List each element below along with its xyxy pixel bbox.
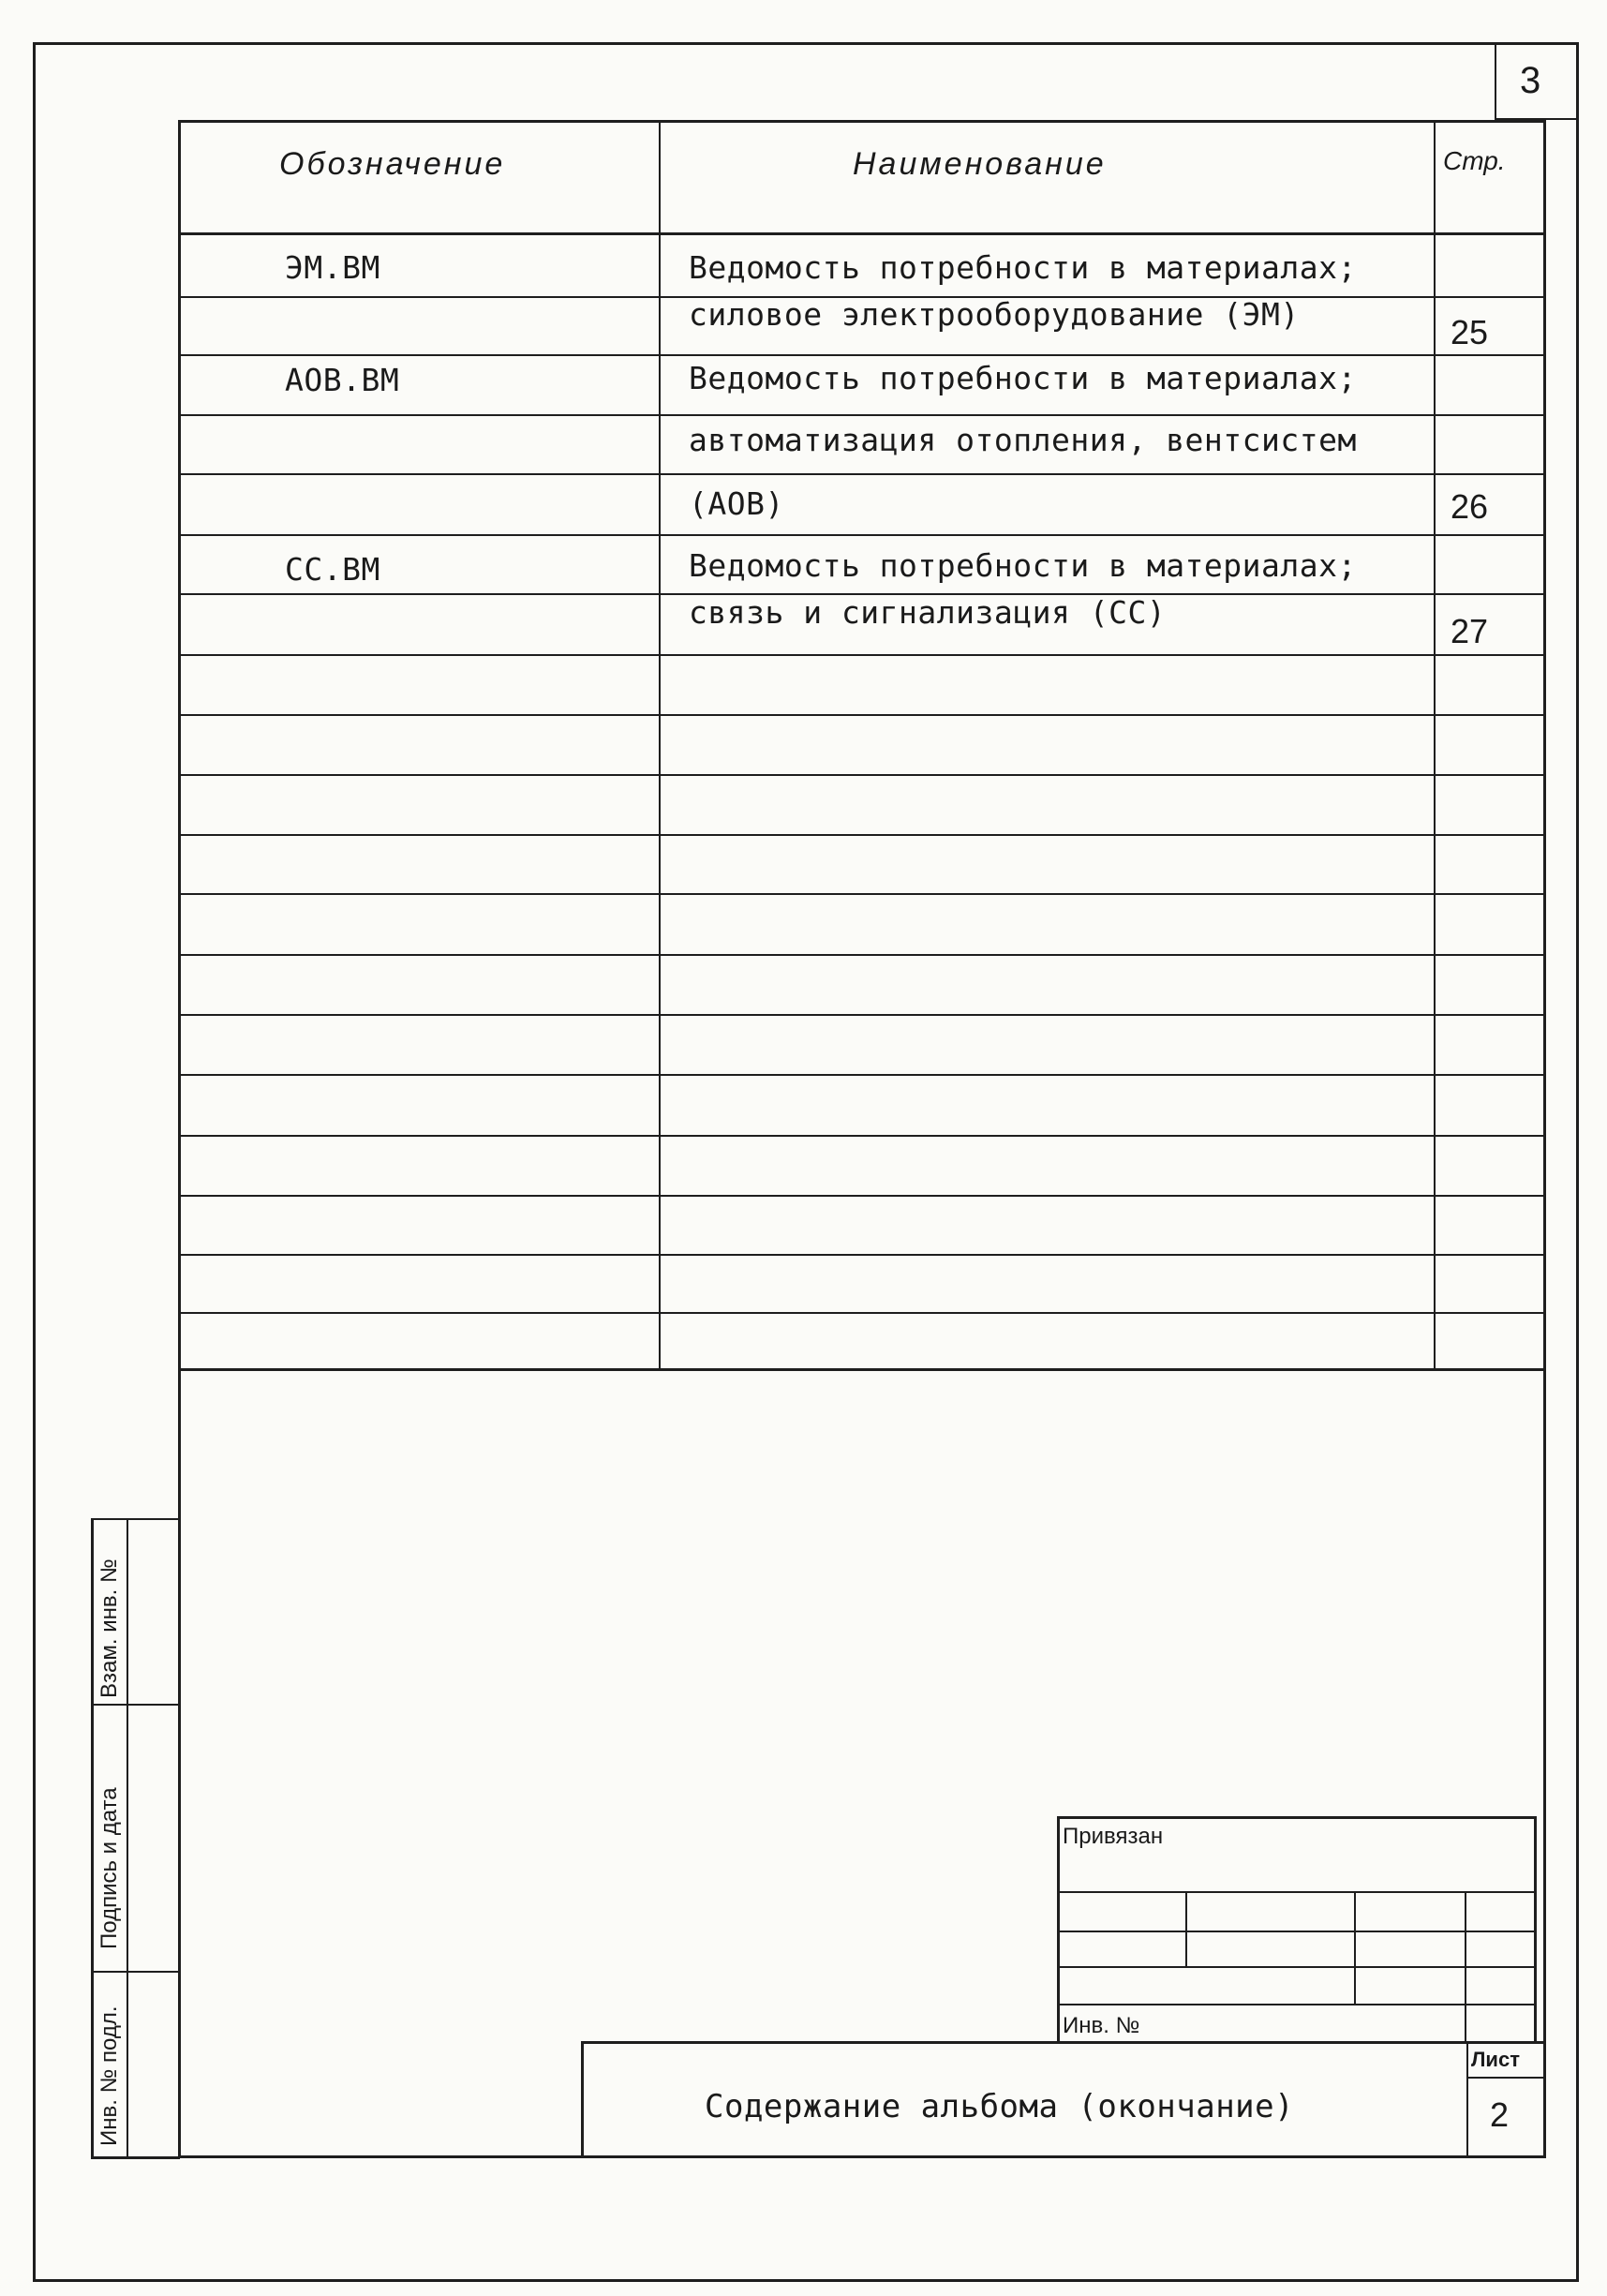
row-name-line: связь и сигнализация (СС) [689,594,1167,631]
row-designation: АОВ.ВМ [285,362,400,398]
table-bottom [178,1368,1546,1371]
page-number-box-left [1495,42,1496,119]
table-line [178,1312,1546,1314]
side-stamp-middle [126,1518,128,2158]
row-name-line: автоматизация отопления, вентсистем [689,422,1357,458]
side-stamp-divider [91,1704,180,1706]
row-designation: СС.ВМ [285,551,380,588]
table-header-bottom [178,232,1546,235]
privyazan-grid-col [1185,1891,1187,1966]
side-stamp-inv-podl: Инв. № подл. [97,2005,122,2146]
title-block-sheet-label-line [1466,2077,1546,2079]
row-page: 25 [1451,313,1489,351]
table-line [178,414,1546,416]
table-line [178,954,1546,956]
header-designation: Обозначение [279,146,506,182]
table-line [178,714,1546,716]
table-line [178,834,1546,836]
side-stamp-divider [91,1971,180,1973]
table-line [178,534,1546,536]
header-page: Стр. [1443,146,1506,175]
header-name: Наименование [853,146,1107,182]
table-line [178,1195,1546,1197]
title-block-sheet-divider [1466,2041,1468,2158]
row-name-line: силовое электрооборудование (ЭМ) [689,296,1300,333]
row-name-line: Ведомость потребности в материалах; [689,360,1357,396]
side-stamp-top [91,1518,180,1520]
sheet-label: Лист [1471,2048,1520,2071]
table-line [178,354,1546,356]
table-line [178,774,1546,776]
table-line [178,1074,1546,1076]
corner-page-number: 3 [1520,60,1541,101]
table-line [178,893,1546,895]
row-name-line: Ведомость потребности в материалах; [689,249,1357,286]
row-page: 26 [1451,487,1489,526]
side-stamp-left-edge [91,1518,94,2158]
sheet-number: 2 [1490,2095,1510,2134]
row-page: 27 [1451,612,1489,650]
table-line [178,1254,1546,1256]
row-designation: ЭМ.ВМ [285,249,380,286]
row-name-line: Ведомость потребности в материалах; [689,547,1357,584]
table-line [178,473,1546,475]
side-stamp-vzam-inv: Взам. инв. № [97,1558,122,1698]
privyazan-grid-col [1465,1891,1466,2041]
table-col-divider-2 [1434,120,1436,1370]
row-name-line: (АОВ) [689,485,784,522]
table-line [178,1135,1546,1137]
table-line [178,1014,1546,1016]
side-stamp-bottom [91,2156,180,2159]
table-col-divider-1 [659,120,661,1370]
privyazan-grid-col [1354,1891,1356,2004]
table-line [178,654,1546,656]
side-stamp-podpis-data: Подпись и дата [97,1787,122,1949]
inv-no-label: Инв. № [1063,2013,1140,2038]
privyazan-label: Привязан [1063,1824,1164,1849]
document-title: Содержание альбома (окончание) [705,2088,1295,2125]
